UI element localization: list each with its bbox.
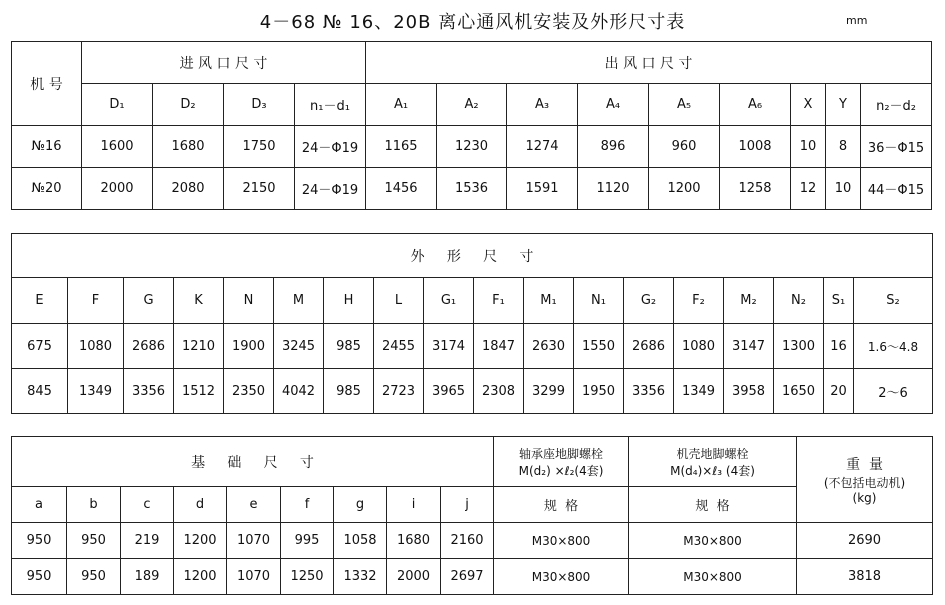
column-header: G₁ (424, 278, 474, 324)
table-cell: 1349 (68, 369, 124, 414)
table-cell: 1332 (334, 559, 387, 595)
table-cell: M30×800 (629, 523, 797, 559)
weight-unit: (kg) (852, 491, 877, 505)
table-cell: 3356 (124, 369, 174, 414)
column-header: Y (826, 84, 861, 126)
table-cell: 10 (791, 126, 826, 168)
table-cell: 219 (121, 523, 174, 559)
column-header: a (12, 487, 67, 523)
table-cell: 1750 (224, 126, 295, 168)
table-cell: 1070 (227, 559, 281, 595)
column-header: i (387, 487, 441, 523)
column-header: g (334, 487, 387, 523)
column-header: N (224, 278, 274, 324)
table-cell: 24－Φ19 (295, 126, 366, 168)
table-row (12, 523, 933, 559)
table-cell: 1250 (281, 559, 334, 595)
table-row (12, 559, 933, 595)
table-cell: 1258 (720, 168, 791, 210)
column-header: F₁ (474, 278, 524, 324)
table-cell: 16 (824, 324, 854, 369)
column-header: M₁ (524, 278, 574, 324)
table-cell: 1200 (649, 168, 720, 210)
table-cell: 2000 (82, 168, 153, 210)
table-cell: 1058 (334, 523, 387, 559)
unit-label: mm (846, 14, 868, 27)
weight-note: (不包括电动机) (823, 476, 906, 490)
column-header: E (12, 278, 68, 324)
column-header: A₅ (649, 84, 720, 126)
table-cell: 1349 (674, 369, 724, 414)
column-header: S₁ (824, 278, 854, 324)
outlet-dimensions-header: 出 风 口 尺 寸 (366, 42, 932, 84)
table-cell: 10 (826, 168, 861, 210)
casing-bolt-header (629, 437, 797, 487)
table-cell: 1230 (437, 126, 507, 168)
column-header: A₄ (578, 84, 649, 126)
column-header: A₆ (720, 84, 791, 126)
table-cell: 1165 (366, 126, 437, 168)
table-cell: 1274 (507, 126, 578, 168)
table-cell: 2160 (441, 523, 494, 559)
table-cell: 1847 (474, 324, 524, 369)
overall-dimensions-table (11, 233, 933, 414)
table-cell: 2630 (524, 324, 574, 369)
table-cell: 950 (12, 559, 67, 595)
foundation-dimensions-header: 基 础 尺 寸 (12, 437, 494, 487)
table-cell: 4042 (274, 369, 324, 414)
table-cell: 1591 (507, 168, 578, 210)
table-cell: 3245 (274, 324, 324, 369)
table-cell: 1008 (720, 126, 791, 168)
table-cell: 2686 (124, 324, 174, 369)
column-header: F (68, 278, 124, 324)
table-cell: 1600 (82, 126, 153, 168)
column-header: G₂ (624, 278, 674, 324)
bearing-bolt-title: 轴承座地脚螺栓 (519, 446, 604, 461)
table-cell: №20 (12, 168, 82, 210)
table-cell: 985 (324, 369, 374, 414)
bearing-bolt-header (494, 437, 629, 487)
table-cell: 2350 (224, 369, 274, 414)
table-cell: 950 (67, 523, 121, 559)
inlet-dimensions-header: 进 风 口 尺 寸 (82, 42, 366, 84)
table-cell: 1456 (366, 168, 437, 210)
table-cell: 2690 (797, 523, 933, 559)
column-header: X (791, 84, 826, 126)
table-cell: 3147 (724, 324, 774, 369)
machine-number-header: 机 号 (12, 42, 82, 126)
column-header: H (324, 278, 374, 324)
table-cell: 1512 (174, 369, 224, 414)
column-header: A₃ (507, 84, 578, 126)
inlet-outlet-table (11, 41, 932, 210)
column-header: D₂ (153, 84, 224, 126)
column-header: D₁ (82, 84, 153, 126)
table-row (12, 126, 932, 168)
table-cell: 2686 (624, 324, 674, 369)
column-header: c (121, 487, 174, 523)
column-header: S₂ (854, 278, 933, 324)
column-header: L (374, 278, 424, 324)
weight-title: 重 量 (846, 457, 883, 473)
table-cell: 1900 (224, 324, 274, 369)
table-cell: 2455 (374, 324, 424, 369)
table-cell: M30×800 (629, 559, 797, 595)
column-header: b (67, 487, 121, 523)
column-header: j (441, 487, 494, 523)
table-cell: 1950 (574, 369, 624, 414)
table-cell: 24－Φ19 (295, 168, 366, 210)
table-cell: 1210 (174, 324, 224, 369)
column-header: G (124, 278, 174, 324)
column-header: F₂ (674, 278, 724, 324)
casing-bolt-title: 机壳地脚螺栓 (676, 446, 749, 461)
column-header: f (281, 487, 334, 523)
casing-bolt-formula: M(d₄)×ℓ₃ (4套) (670, 463, 755, 478)
table-cell: 36－Φ15 (861, 126, 932, 168)
table-cell: 985 (324, 324, 374, 369)
bearing-spec-header: 规 格 (494, 487, 629, 523)
table-cell: 3818 (797, 559, 933, 595)
table-cell: 189 (121, 559, 174, 595)
column-header: K (174, 278, 224, 324)
table-cell: 950 (12, 523, 67, 559)
table-cell: 1200 (174, 523, 227, 559)
table-cell: 1.6～4.8 (854, 324, 933, 369)
table-cell: 12 (791, 168, 826, 210)
table-cell: 3174 (424, 324, 474, 369)
table-cell: 3356 (624, 369, 674, 414)
table-cell: 3965 (424, 369, 474, 414)
table-cell: 1680 (387, 523, 441, 559)
table-cell: 1550 (574, 324, 624, 369)
table-cell: 2308 (474, 369, 524, 414)
column-header: A₁ (366, 84, 437, 126)
column-header: M (274, 278, 324, 324)
column-header: n₁－d₁ (295, 84, 366, 126)
table-cell: 1080 (674, 324, 724, 369)
table-cell: 1536 (437, 168, 507, 210)
table-cell: 845 (12, 369, 68, 414)
table-cell: 1680 (153, 126, 224, 168)
table-cell: 960 (649, 126, 720, 168)
table-cell: 2～6 (854, 369, 933, 414)
column-header: N₂ (774, 278, 824, 324)
table-cell: 1070 (227, 523, 281, 559)
table-cell: 1650 (774, 369, 824, 414)
table-cell: 1120 (578, 168, 649, 210)
column-header: D₃ (224, 84, 295, 126)
table-cell: №16 (12, 126, 82, 168)
bearing-bolt-formula: M(d₂) ×ℓ₂(4套) (518, 463, 604, 478)
table-cell: 8 (826, 126, 861, 168)
table-cell: 3299 (524, 369, 574, 414)
table-cell: 20 (824, 369, 854, 414)
table-cell: 995 (281, 523, 334, 559)
table-cell: 2000 (387, 559, 441, 595)
table-cell: 2150 (224, 168, 295, 210)
table-cell: 896 (578, 126, 649, 168)
table-cell: 1300 (774, 324, 824, 369)
table-cell: 950 (67, 559, 121, 595)
foundation-table (11, 436, 933, 595)
column-header: e (227, 487, 281, 523)
casing-spec-header: 规 格 (629, 487, 797, 523)
table-cell: 1080 (68, 324, 124, 369)
table-row (12, 369, 933, 414)
table-cell: 2723 (374, 369, 424, 414)
table-cell: M30×800 (494, 559, 629, 595)
table-cell: 2080 (153, 168, 224, 210)
column-header: N₁ (574, 278, 624, 324)
table-cell: 1200 (174, 559, 227, 595)
weight-header (797, 437, 933, 523)
table-cell: M30×800 (494, 523, 629, 559)
table-cell: 675 (12, 324, 68, 369)
overall-dimensions-header: 外 形 尺 寸 (12, 234, 933, 278)
table-row (12, 168, 932, 210)
page-title: 4－68 № 16、20B 离心通风机安装及外形尺寸表 (259, 12, 686, 33)
column-header: M₂ (724, 278, 774, 324)
table-row (12, 324, 933, 369)
table-cell: 44－Φ15 (861, 168, 932, 210)
column-header: A₂ (437, 84, 507, 126)
table-cell: 3958 (724, 369, 774, 414)
column-header: d (174, 487, 227, 523)
column-header: n₂－d₂ (861, 84, 932, 126)
table-cell: 2697 (441, 559, 494, 595)
